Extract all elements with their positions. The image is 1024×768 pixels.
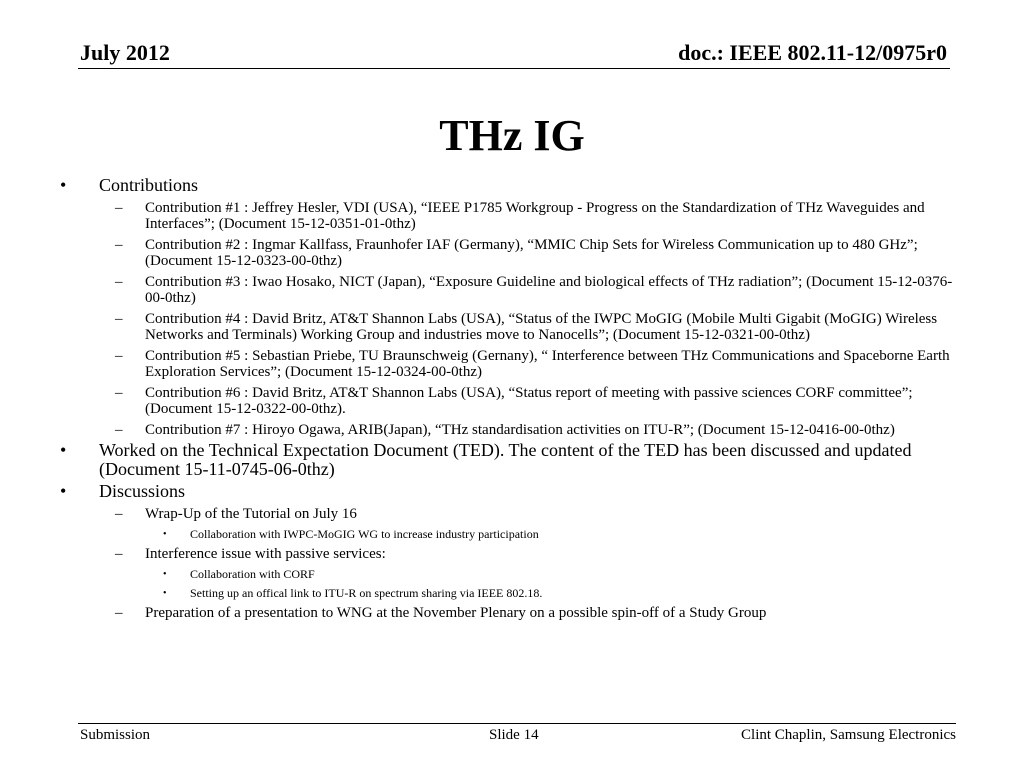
contribution-item [60,200,955,232]
contribution-item [60,274,955,306]
dash-marker: – [115,200,123,216]
contribution-text: Contribution #1 : Jeffrey Hesler, VDI (USA), “IEEE P1785 Workgroup - Progress on the Standardization of THz Waveguides and Interfaces”; (Document 15-12-0351-01-0thz) [145,200,925,232]
interference-sublist [145,568,955,600]
bullet-contributions [60,176,955,438]
bullet-marker: • [60,175,67,195]
contribution-text: Contribution #4 : David Britz, AT&T Shannon Labs (USA), “Status of the IWPC MoGIG (Mobile Multi Gigabit (MoGIG) Wireless Networks and Terminals) Working Group and industries move to Nanocells”; (Document 15-12-0321-00-0thz) [145,311,938,343]
sub-bullet [60,587,955,600]
dash-marker: – [115,605,123,621]
footer-author: Clint Chaplin, Samsung Electronics [741,727,956,743]
contribution-text: Contribution #5 : Sebastian Priebe, TU Braunschweig (Gernany), “ Interference between THz Communications and Spaceborne Earth Exploration Services”; (Document 15-12-0324-00-0thz) [145,348,950,380]
footer-submission: Submission [80,727,151,743]
sub-bullet-text: Collaboration with IWPC-MoGIG WG to increase industry participation [190,527,539,541]
dash-marker: – [115,546,123,562]
contribution-text: Contribution #3 : Iwao Hosako, NICT (Japan), “Exposure Guideline and biological effects of THz radiation”; (Document 15-12-0376-00-0thz) [145,274,953,306]
dash-marker: – [115,311,123,327]
sub-bullet [60,528,955,541]
bullet-marker: • [163,588,167,599]
contribution-item [60,237,955,269]
discussion-text: Preparation of a presentation to WNG at the November Plenary on a possible spin-off of a Study Group [145,605,767,621]
dash-marker: – [115,422,123,438]
bullet-ted [60,441,955,479]
dash-marker: – [115,348,123,364]
bullet-list [60,176,955,621]
discussion-text: Wrap-Up of the Tutorial on July 16 [145,506,357,522]
bullet-marker: • [163,569,167,580]
bullet-discussions [60,482,955,621]
wrapup-sublist [145,528,955,541]
contribution-item [60,348,955,380]
slide-content [60,173,955,621]
discussion-text: Interference issue with passive services: [145,546,386,562]
contribution-text: Contribution #7 : Hiroyo Ogawa, ARIB(Japan), “THz standardisation activities on ITU-R”; (Document 15-12-0416-00-0thz) [145,422,895,438]
bullet-marker: • [60,440,67,460]
discussions-list [99,506,955,621]
discussion-item [60,605,955,621]
contribution-item [60,385,955,417]
dash-marker: – [115,274,123,290]
header-doc-id: doc.: IEEE 802.11-12/0975r0 [678,40,947,65]
dash-marker: – [115,385,123,401]
footer-slide-number: Slide 14 [489,727,539,743]
dash-marker: – [115,237,123,253]
contribution-text: Contribution #2 : Ingmar Kallfass, Fraunhofer IAF (Germany), “MMIC Chip Sets for Wireless Communication up to 480 GHz”; (Document 15-12-0323-00-0thz) [145,237,918,269]
bullet-text: Discussions [99,481,186,501]
sub-bullet-text: Setting up an offical link to ITU-R on spectrum sharing via IEEE 802.18. [190,586,543,600]
discussion-item [60,546,955,600]
sub-bullet-text: Collaboration with CORF [190,567,315,581]
contributions-list [99,200,955,438]
dash-marker: – [115,506,123,522]
slide-title: THz IG [439,111,585,160]
footer-rule [78,723,956,724]
bullet-marker: • [163,529,167,540]
contribution-item [60,311,955,343]
bullet-text: Worked on the Technical Expectation Document (TED). The content of the TED has been discussed and updated (Document 15-11-0745-06-0thz) [99,440,912,479]
header-date: July 2012 [80,40,170,65]
bullet-text: Contributions [99,175,199,195]
contribution-text: Contribution #6 : David Britz, AT&T Shannon Labs (USA), “Status report of meeting with passive sciences CORF committee”; (Document 15-12-0322-00-0thz). [145,385,913,417]
header-rule [78,68,950,69]
sub-bullet [60,568,955,581]
discussion-item [60,506,955,541]
contribution-item [60,422,955,438]
bullet-marker: • [60,481,67,501]
